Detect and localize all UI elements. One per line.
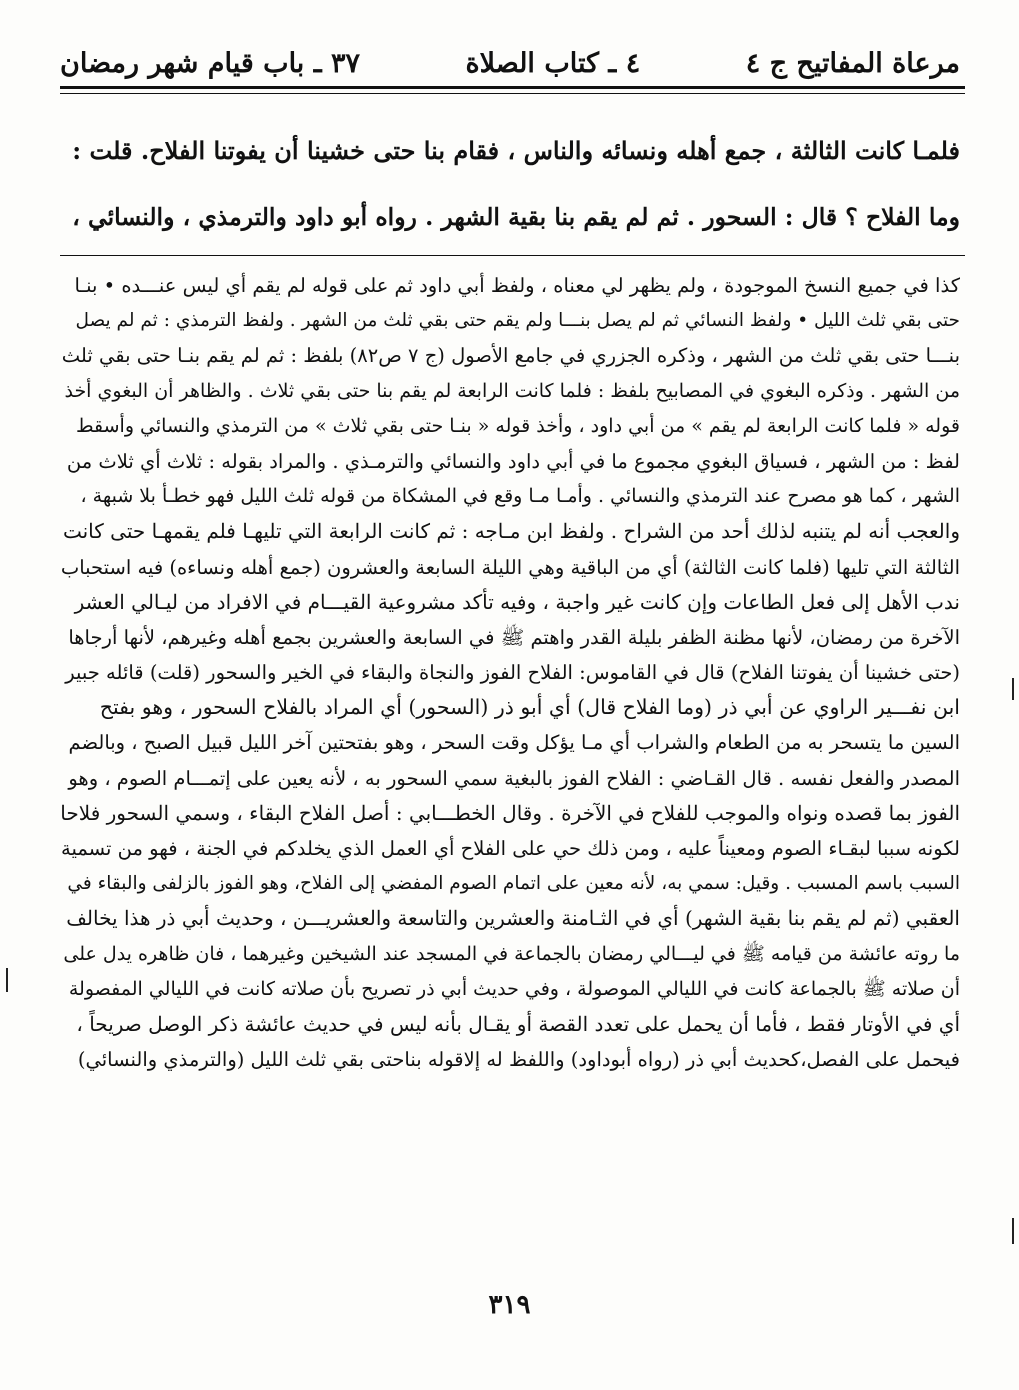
commentary-line: فيحمل على الفصل،كحديث أبي ذر (رواه أبوداود) واللفظ له إلاقوله بناحتى بقي ثلث الليل (والترمذي والنسائي) — [77, 1048, 960, 1072]
hadith-line: فلمـا كانت الثالثة ، جمع أهله ونسائه والناس ، فقام بنا حتى خشينا أن يفوتنا الفلاح. قلت : — [72, 136, 960, 165]
commentary-text — [60, 268, 960, 1077]
commentary-line: من الشهر . وذكره البغوي في المصابيح بلفظ : فلما كانت الرابعة لم يقم بنا حتى بقي ثلاث . والظاهر أن البغوي أخذ — [64, 379, 960, 402]
commentary-line: قوله « فلما كانت الرابعة لم يقم » من أبي داود ، وأخذ قوله « بنـا حتى بقي ثلاث » من الترمذي والنسائي وأسقط — [75, 414, 960, 437]
page-number: ٣١٩ — [488, 1290, 531, 1320]
commentary-line: والعجب أنه لم يتنبه لذلك أحد من الشراح . ولفظ ابن مـاجه : ثم كانت الرابعة التي تليهـا فلم يقمهـا حتى كانت — [62, 519, 960, 544]
header-section: ٣٧ ـ باب قيام شهر رمضان — [60, 47, 361, 79]
commentary-line: ندب الأهل إلى فعل الطاعات وإن كانت غير واجبة ، وفيه تأكد مشروعية القيـــام في الافراد من ليـالي العشر — [74, 589, 960, 614]
header-book-title: مرعاة المفاتيح ج ٤ — [745, 47, 960, 79]
hadith-text — [70, 118, 960, 250]
commentary-line: لكونه سببا لبقـاء الصوم ومعيناً عليه ، ومن ذلك حي على الفلاح أي العمل الذي يخلدكم في الجنة ، فهو من تسمية — [61, 837, 960, 860]
scan-margin-mark — [1012, 678, 1014, 700]
commentary-line: لفظ : من الشهر ، فسياق البغوي مجموع ما في أبي داود والنسائي والترمـذي . والمراد بقوله : ثلاث أي ثلاث من — [66, 449, 960, 473]
commentary-line: حتى بقي ثلث الليل • ولفظ النسائي ثم لم يصل بنـــا ولم يقم حتى بقي ثلث من الشهر . ولفظ الترمذي : ثم لم يصل — [75, 310, 960, 332]
commentary-line: بنـــا حتى بقي ثلث من الشهر ، وذكره الجزري في جامع الأصول (ج ٧ ص٨٢) بلفظ : ثم لم يقم بنـا حتى بقي ثلث — [61, 344, 960, 368]
header-rule-thick — [60, 86, 965, 89]
scan-margin-mark — [1012, 1218, 1014, 1244]
header-rule-thin — [60, 93, 965, 94]
commentary-line: أي في الأوتار فقط ، فأما أن يحمل على تعدد القصة أو يقـال بأنه ليس في حديث عائشة ذكر الوصل صريحاً ، — [76, 1011, 960, 1036]
commentary-line: كذا في جميع النسخ الموجودة ، ولم يظهر لي معناه ، ولفظ أبي داود ثم على قوله لم يقم أي ليس عنـــده • بنـا — [74, 274, 960, 297]
commentary-line: الشهر ، كما هو مصرح عند الترمذي والنسائي . وأمـا مـا وقع في المشكاة من قوله ثلث الليل فهو خطـأ بلا شبهة ، — [80, 485, 960, 508]
section-divider — [60, 255, 965, 256]
commentary-line: الثالثة التي تليها (فلما كانت الثالثة) أي من الباقية وهي الليلة السابعة والعشرون (جمع أهله ونساءه) فيه استحباب — [60, 555, 960, 579]
running-header — [60, 38, 960, 88]
commentary-line: المصدر والفعل نفسه . قال القـاضي : الفلاح الفوز بالبغية سمي السحور به ، لأنه يعين على إتمـــام الصوم ، وهو — [68, 766, 960, 790]
commentary-line: العقبي (ثم لم يقم بنا بقية الشهر) أي في الثـامنة والعشرين والتاسعة والعشريـــن ، وحديث أبي ذر هذا يخالف — [66, 906, 960, 931]
scan-margin-mark — [6, 968, 8, 992]
commentary-line: الآخرة من رمضان، لأنها مظنة الظفر بليلة القدر واهتم ﷺ في السابعة والعشرين بجمع أهله وغيرهم، لأنها أرجاها — [68, 625, 960, 649]
header-chapter: ٤ ـ كتاب الصلاة — [465, 47, 641, 79]
commentary-line: السبب باسم المسبب . وقيل: سمي به، لأنه معين على اتمام الصوم المفضي إلى الفلاح، وهو الفوز بالزلفى والبقاء في — [67, 873, 960, 895]
commentary-line: ما روته عائشة من قيامه ﷺ في ليـــالي رمضان بالجماعة في المسجد عند الشيخين وغيرهما ، فان ظاهره يدل على — [63, 942, 960, 965]
commentary-line: السين ما يتسحر به من الطعام والشراب أي مـا يؤكل وقت السحر ، وهو بفتحتين آخر الليل قبيل الصبح ، وبالضم — [68, 731, 960, 755]
commentary-line: أن صلاته ﷺ بالجماعة كانت في الليالي الموصولة ، وفي حديث أبي ذر تصريح بأن صلاته كانت في الليالي المفصولة — [68, 977, 960, 1000]
commentary-line: (حتى خشينا أن يفوتنا الفلاح) قال في القاموس: الفلاح الفوز والنجاة والبقاء في الخير والسحور (قلت) قائله جبير — [65, 661, 960, 685]
commentary-line: ابن نفـــير الراوي عن أبي ذر (وما الفلاح قال) أي أبو ذر (السحور) أي المراد بالفلاح السحور ، وهو بفتح — [99, 695, 960, 720]
commentary-line: الفوز بما قصده ونواه والموجب للفلاح في الآخرة . وقال الخطـــابي : أصل الفلاح البقاء ، وسمي السحور فلاحا — [60, 800, 960, 825]
hadith-line: وما الفلاح ؟ قال : السحور . ثم لم يقم بنا بقية الشهر . رواه أبو داود والترمذي ، والنسائي ، — [72, 203, 960, 231]
